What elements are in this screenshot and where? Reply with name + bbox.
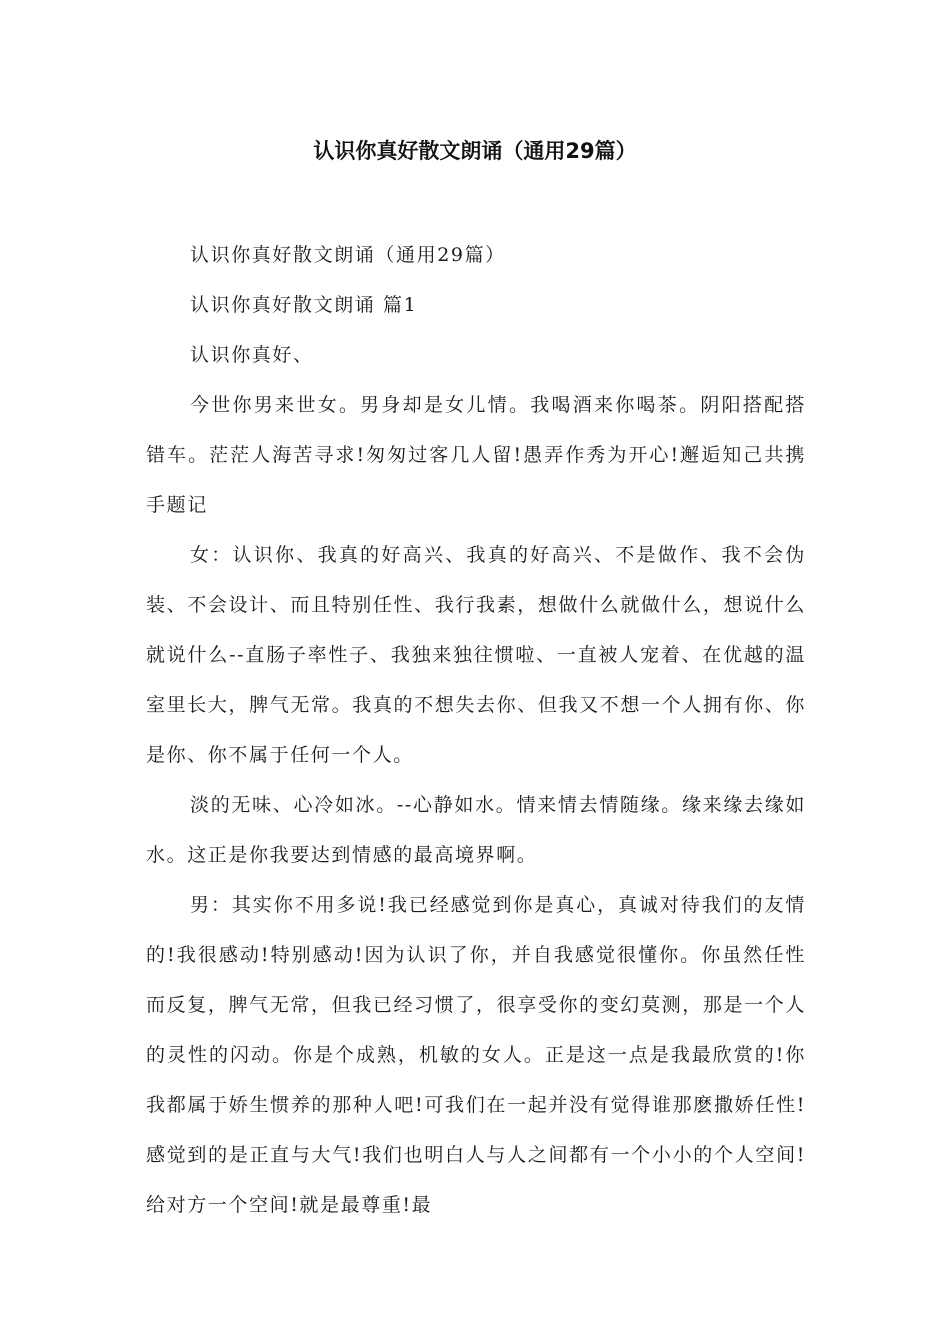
document-title: 认识你真好散文朗诵（通用29篇） <box>313 139 637 163</box>
paragraph: 淡的无味、心冷如冰。--心静如水。情来情去情随缘。缘来缘去缘如水。这正是你我要达到情感的最高境界啊。 <box>146 794 806 866</box>
paragraph-heading: 认识你真好散文朗诵（通用29篇） <box>190 244 506 266</box>
paragraph-section-title: 认识你真好散文朗诵 篇1 <box>190 294 418 316</box>
document-body <box>146 230 806 1230</box>
paragraph: 女：认识你、我真的好高兴、我真的好高兴、不是做作、我不会伪装、不会设计、而且特别任性、我行我素，想做什么就做什么，想说什么就说什么--直肠子率性子、我独来独往惯啦、一直被人宠着、在优越的温室里长大，脾气无常。我真的不想失去你、但我又不想一个人拥有你、你是你、你不属于任何一个人。 <box>146 544 806 766</box>
paragraph: 认识你真好、 <box>190 344 314 366</box>
paragraph: 男：其实你不用多说!我已经感觉到你是真心，真诚对待我们的友情的!我很感动!特别感动!因为认识了你，并自我感觉很懂你。你虽然任性而反复，脾气无常，但我已经习惯了，很享受你的变幻莫测，那是一个人的灵性的闪动。你是个成熟，机敏的女人。正是这一点是我最欣赏的!你我都属于娇生惯养的那种人吧!可我们在一起并没有觉得谁那麽撒娇任性!感觉到的是正直与大气!我们也明白人与人之间都有一个小小的个人空间!给对方一个空间!就是最尊重!最 <box>146 894 806 1216</box>
paragraph: 今世你男来世女。男身却是女儿情。我喝酒来你喝茶。阴阳搭配搭错车。茫茫人海苦寻求!匆匆过客几人留!愚弄作秀为开心!邂逅知己共携手题记 <box>146 394 806 516</box>
